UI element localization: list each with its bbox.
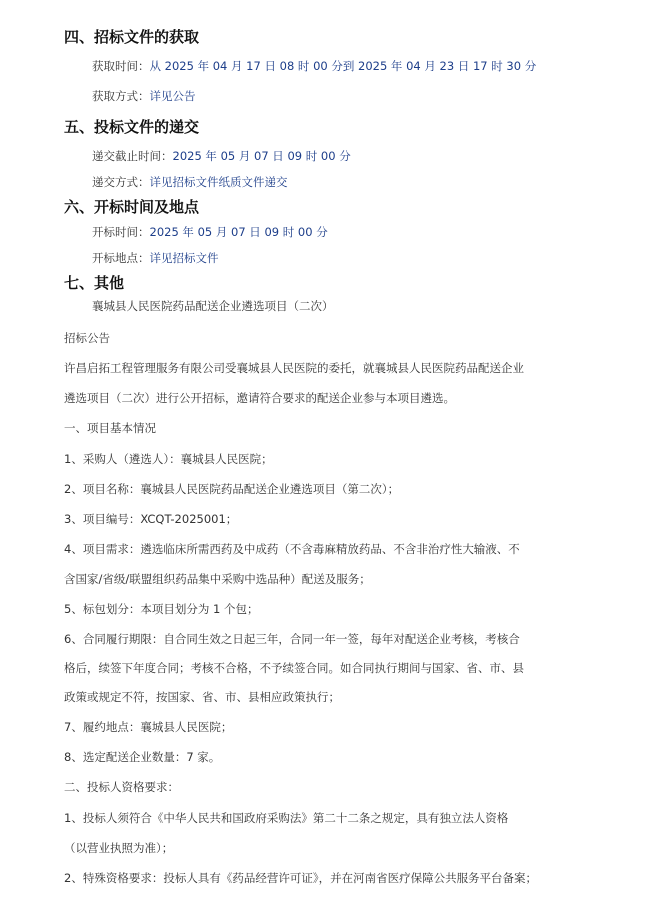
section-5-method-value: 详见招标文件纸质文件递交 xyxy=(149,175,288,189)
section-5-heading: 五、投标文件的递交 xyxy=(64,118,200,136)
section-5-method-line xyxy=(92,174,288,190)
intro-line-1: 许昌启拓工程管理服务有限公司受襄城县人民医院的委托，就襄城县人民医院药品配送企业 xyxy=(64,361,524,375)
section-6-place-value: 详见招标文件 xyxy=(149,251,219,265)
part-1-heading: 一、项目基本情况 xyxy=(64,421,156,435)
section-4-time-value: 从 2025 年 04 月 17 日 08 时 00 分到 2025 年 04 月 23 日 17 时 30 分 xyxy=(149,59,537,73)
section-6-time-label: 开标时间： xyxy=(92,225,150,239)
notice-title: 招标公告 xyxy=(64,331,110,345)
part-2-heading: 二、投标人资格要求： xyxy=(64,780,179,794)
requirement-2-line-1: 2、特殊资格要求：投标人具有《药品经营许可证》，并在河南省医疗保障公共服务平台备案； xyxy=(64,871,538,885)
intro-line-2: 遴选项目（二次）进行公开招标，邀请符合要求的配送企业参与本项目遴选。 xyxy=(64,391,455,405)
item-8: 8、选定配送企业数量：7 家。 xyxy=(64,750,221,764)
section-6-place-line xyxy=(92,250,219,266)
item-2: 2、项目名称：襄城县人民医院药品配送企业遴选项目（第二次）； xyxy=(64,482,400,496)
section-6-heading: 六、开标时间及地点 xyxy=(64,198,200,216)
section-4-method-label: 获取方式： xyxy=(92,89,150,103)
section-7-heading: 七、其他 xyxy=(64,274,125,292)
section-6-time-line xyxy=(92,224,328,240)
section-4-method-value: 详见公告 xyxy=(149,89,196,103)
item-6-line-3: 政策或规定不符，按国家、省、市、县相应政策执行； xyxy=(64,690,340,704)
item-4-line-2: 含国家/省级/联盟组织药品集中采购中选品种）配送及服务； xyxy=(64,572,371,586)
section-5-deadline-value: 2025 年 05 月 07 日 09 时 00 分 xyxy=(172,149,351,163)
item-3: 3、项目编号：XCQT-2025001； xyxy=(64,512,238,526)
item-6-line-1: 6、合同履行期限：自合同生效之日起三年，合同一年一签，每年对配送企业考核，考核合 xyxy=(64,632,520,646)
requirement-1-line-1: 1、投标人须符合《中华人民共和国政府采购法》第二十二条之规定，具有独立法人资格 xyxy=(64,811,509,825)
section-4-heading: 四、招标文件的获取 xyxy=(64,28,200,46)
section-5-deadline-line xyxy=(92,148,351,164)
item-5: 5、标包划分：本项目划分为 1 个包； xyxy=(64,602,259,616)
item-7: 7、履约地点：襄城县人民医院； xyxy=(64,720,233,734)
section-5-method-label: 递交方式： xyxy=(92,175,150,189)
section-6-time-value: 2025 年 05 月 07 日 09 时 00 分 xyxy=(149,225,328,239)
section-4-time-line xyxy=(92,58,536,74)
requirement-1-line-2: （以营业执照为准）； xyxy=(64,841,174,855)
item-6-line-2: 格后，续签下年度合同；考核不合格，不予续签合同。如合同执行期间与国家、省、市、县 xyxy=(64,661,524,675)
section-5-deadline-label: 递交截止时间： xyxy=(92,149,173,163)
section-7-project-title: 襄城县人民医院药品配送企业遴选项目（二次） xyxy=(92,299,334,313)
section-4-method-line xyxy=(92,88,196,104)
item-1: 1、采购人（遴选人）：襄城县人民医院； xyxy=(64,452,273,466)
section-4-time-label: 获取时间： xyxy=(92,59,150,73)
section-6-place-label: 开标地点： xyxy=(92,251,150,265)
item-4-line-1: 4、项目需求：遴选临床所需西药及中成药（不含毒麻精放药品、不含非治疗性大输液、不 xyxy=(64,542,520,556)
